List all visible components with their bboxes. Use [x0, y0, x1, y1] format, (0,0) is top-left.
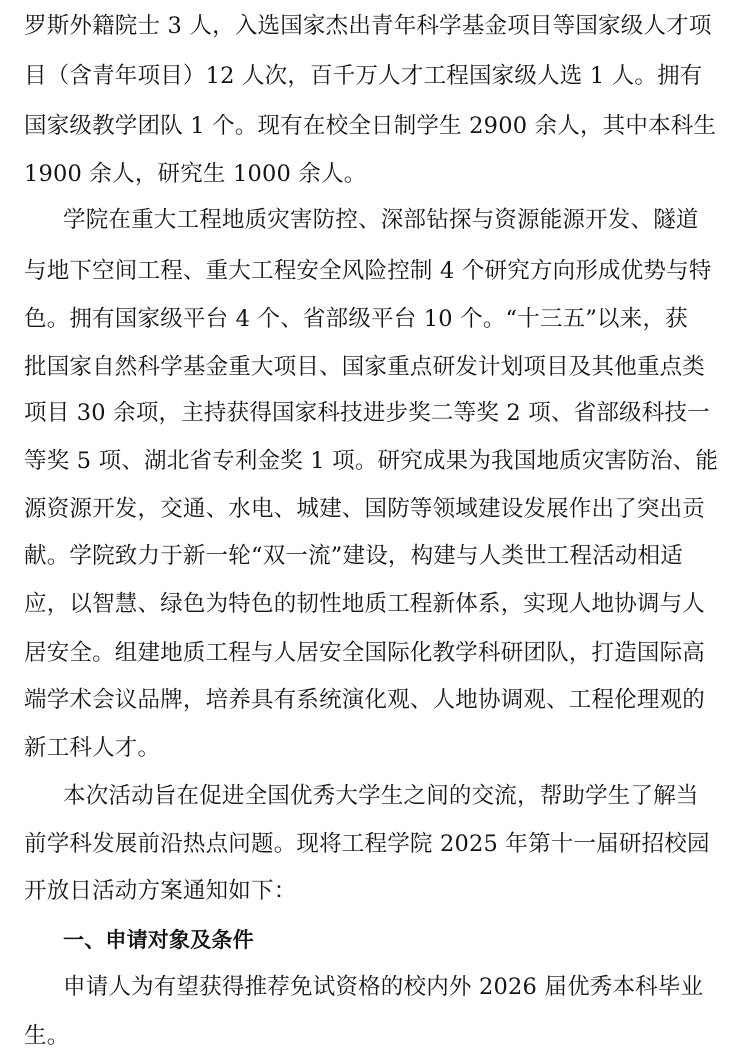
section-heading: 一、申请对象及条件	[63, 928, 254, 952]
text-line: 罗斯外籍院士 3 人，入选国家杰出青年科学基金项目等国家级人才项	[24, 13, 712, 39]
text-line: 国家级教学团队 1 个。现有在校全日制学生 2900 余人，其中本科生	[24, 113, 717, 139]
text-line: 色。拥有国家级平台 4 个、省部级平台 10 个。“十三五”以来，获	[24, 306, 688, 332]
text-line: 献。学院致力于新一轮“双一流”建设，构建与人类世工程活动相适	[24, 543, 684, 569]
text-line: 源资源开发，交通、水电、城建、国防等领域建设发展作出了突出贡	[24, 496, 706, 522]
text-line: 前学科发展前沿热点问题。现将工程学院 2025 年第十一届研招校园	[24, 831, 710, 857]
paragraph-first-line: 学院在重大工程地质灾害防控、深部钻探与资源能源开发、隧道	[63, 207, 699, 233]
text-line: 项目 30 余项，主持获得国家科技进步奖二等奖 2 项、省部级科技一	[24, 400, 710, 426]
text-line: 生。	[24, 1023, 70, 1049]
text-line: 等奖 5 项、湖北省专利金奖 1 项。研究成果为我国地质灾害防治、能	[24, 448, 719, 474]
text-line: 居安全。组建地质工程与人居安全国际化教学科研团队，打造国际高	[24, 640, 706, 666]
paragraph-first-line: 申请人为有望获得推荐免试资格的校内外 2026 届优秀本科毕业	[63, 974, 704, 1000]
paragraph-first-line: 本次活动旨在促进全国优秀大学生之间的交流，帮助学生了解当	[63, 783, 699, 809]
text-line: 目（含青年项目）12 人次，百千万人才工程国家级人选 1 人。拥有	[24, 63, 703, 89]
text-line: 1900 余人，研究生 1000 余人。	[24, 161, 367, 187]
text-line: 应，以智慧、绿色为特色的韧性地质工程新体系，实现人地协调与人	[24, 591, 706, 617]
text-line: 与地下空间工程、重大工程安全风险控制 4 个研究方向形成优势与特	[24, 258, 712, 284]
text-line: 端学术会议品牌，培养具有系统演化观、人地协调观、工程伦理观的	[24, 687, 706, 713]
text-line: 批国家自然科学基金重大项目、国家重点研发计划项目及其他重点类	[24, 354, 706, 380]
text-line: 新工科人才。	[24, 735, 161, 761]
text-line: 开放日活动方案通知如下：	[24, 878, 297, 904]
